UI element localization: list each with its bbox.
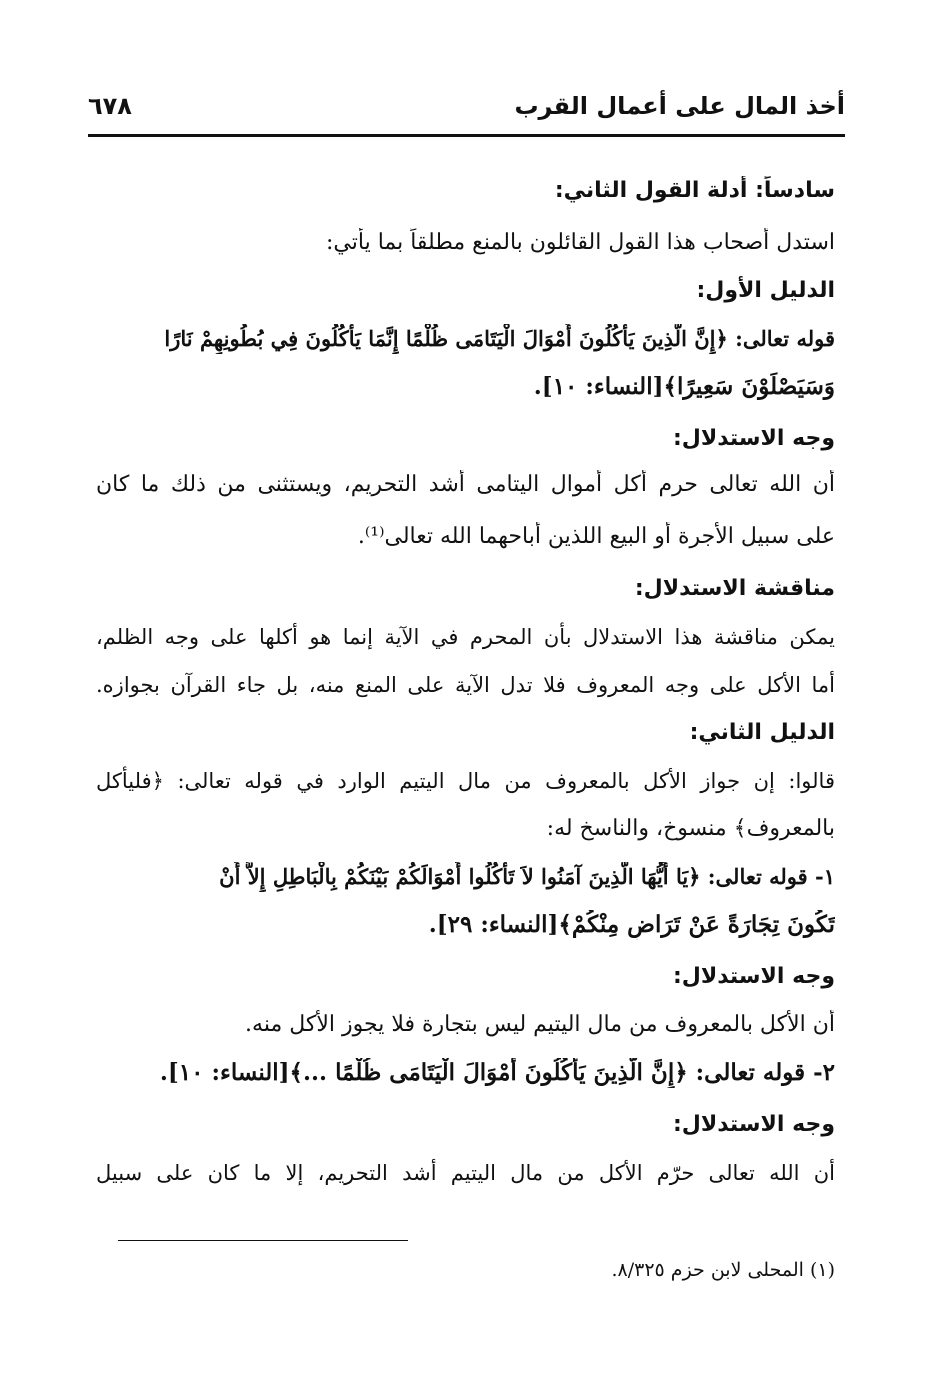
subheading: الدليل الأول: bbox=[696, 278, 835, 303]
text-line: بالمعروف﴾ منسوخ، والناسخ له: bbox=[546, 816, 835, 841]
text-line: قالوا: إن جواز الأكل بالمعروف من مال اليتيم الوارد في قوله تعالى: ﴿فليأكل bbox=[96, 769, 835, 793]
quran-verse-line: ١- قوله تعالى: ﴿يَا أَيُّهَا الَّذِينَ آمَنُوا لاَ تَأْكُلُوا أَمْوَالَكُمْ بَيْنَكُمْ بِالْبَاطِلِ إِلاَّ أَنْ bbox=[219, 864, 835, 889]
footnote-divider bbox=[118, 1240, 408, 1241]
running-header bbox=[88, 92, 845, 132]
chapter-title: أخذ المال على أعمال القرب bbox=[514, 92, 845, 120]
quran-verse-line: قوله تعالى: ﴿إِنَّ الَّذِينَ يَأْكُلُونَ أَمْوَالَ الْيَتَامَى ظُلْمًا إِنَّمَا يَأْكُلُونَ فِي بُطُونِهِمْ نَارًا bbox=[164, 326, 835, 351]
header-rule bbox=[88, 134, 845, 137]
subheading: وجه الاستدلال: bbox=[672, 1112, 835, 1137]
footnote: (١) المحلى لابن حزم ٨/٣٢٥. bbox=[611, 1259, 835, 1281]
text-line: على سبيل الأجرة أو البيع اللذين أباحهما الله تعالى⁽¹⁾. bbox=[357, 524, 835, 549]
text-line: استدل أصحاب هذا القول القائلون بالمنع مطلقاً بما يأتي: bbox=[326, 230, 835, 255]
text-line: يمكن مناقشة هذا الاستدلال بأن المحرم في الآية إنما هو أكلها على وجه الظلم، bbox=[96, 625, 835, 649]
text-line: أن الأكل بالمعروف من مال اليتيم ليس بتجارة فلا يجوز الأكل منه. bbox=[245, 1012, 835, 1037]
section-heading: سادساً: أدلة القول الثاني: bbox=[554, 178, 835, 203]
page-number: ٦٧٨ bbox=[88, 92, 132, 120]
text-line: أما الأكل على وجه المعروف فلا تدل الآية على المنع منه، بل جاء القرآن بجوازه. bbox=[96, 673, 835, 697]
text-line: أن الله تعالى حرّم الأكل من مال اليتيم أشد التحريم، إلا ما كان على سبيل bbox=[96, 1161, 835, 1185]
quran-verse-line: ٢- قوله تعالى: ﴿إِنَّ الَّذِينَ يَأْكُلُونَ أَمْوَالَ الْيَتَامَى ظُلْمًا ...﴾[النساء: ١٠]. bbox=[159, 1059, 835, 1086]
subheading: الدليل الثاني: bbox=[689, 720, 835, 745]
subheading: مناقشة الاستدلال: bbox=[634, 576, 835, 601]
quran-verse-line: تَكُونَ تِجَارَةً عَنْ تَرَاضٍ مِنْكُمْ﴾[النساء: ٢٩]. bbox=[428, 911, 835, 938]
subheading: وجه الاستدلال: bbox=[672, 964, 835, 989]
subheading: وجه الاستدلال: bbox=[672, 426, 835, 451]
quran-verse-line: وَسَيَصْلَوْنَ سَعِيرًا﴾[النساء: ١٠]. bbox=[533, 373, 835, 400]
text-line: أن الله تعالى حرم أكل أموال اليتامى أشد التحريم، ويستثنى من ذلك ما كان bbox=[96, 472, 835, 497]
